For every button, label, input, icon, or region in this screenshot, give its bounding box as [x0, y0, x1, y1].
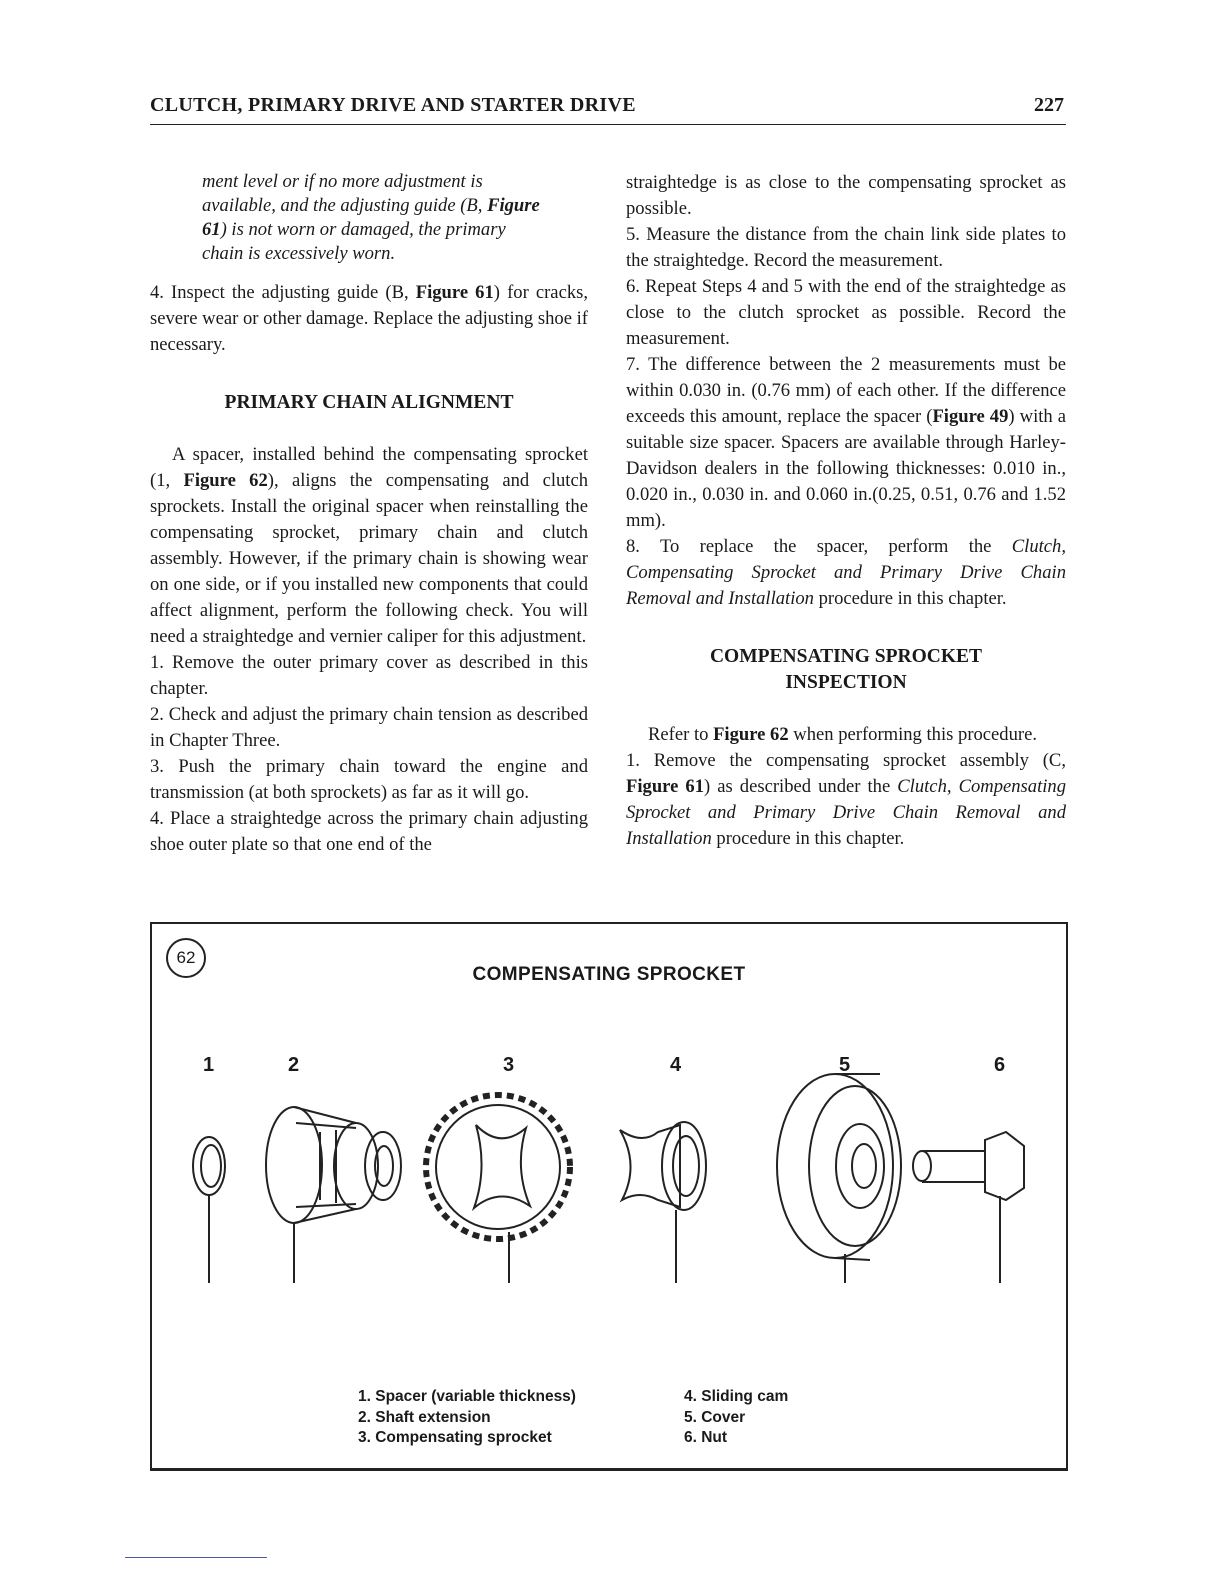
page-number: 227: [1034, 94, 1064, 116]
spacer-ring-drawing: [193, 1137, 225, 1283]
shaft-extension-drawing: [266, 1107, 401, 1283]
note-text: ment level or if no more adjustment is available, and the adjusting guide (B, Figure 61) is not worn or damaged, the primary chain is excessively worn.: [202, 171, 540, 264]
footer-rule: [125, 1557, 267, 1558]
alignment-step-3: 3. Push the primary chain toward the engine and transmission (at both sprockets) as far as it will go.: [150, 756, 588, 803]
section-heading-alignment: PRIMARY CHAIN ALIGNMENT: [224, 392, 514, 413]
step-4-continued: straightedge is as close to the compensating sprocket as possible.: [626, 172, 1066, 219]
legend-item-6: 6. Nut: [684, 1429, 728, 1446]
alignment-step-4: 4. Place a straightedge across the primary chain adjusting shoe outer plate so that one end of the: [150, 808, 588, 855]
sliding-cam-drawing: [620, 1122, 706, 1283]
inspection-step-1: 1. Remove the compensating sprocket assembly (C, Figure 61) as described under the Clutch, Compensating Sprocket and Primary Drive Chain Removal and Installation procedure in this chapter.: [626, 750, 1067, 849]
legend-right: [684, 1387, 788, 1449]
part-label-6: 6: [994, 1054, 1006, 1076]
legend-left: [358, 1387, 576, 1449]
legend-item-5: 5. Cover: [684, 1408, 746, 1426]
nut-drawing: [913, 1132, 1024, 1283]
part-label-2: 2: [288, 1054, 300, 1076]
figure-title: COMPENSATING SPROCKET: [472, 964, 746, 985]
part-label-5: 5: [839, 1054, 851, 1076]
alignment-step-1: 1. Remove the outer primary cover as described in this chapter.: [150, 652, 588, 699]
cover-drawing: [777, 1074, 901, 1283]
legend-item-2: 2. Shaft extension: [358, 1408, 491, 1426]
part-label-3: 3: [503, 1054, 515, 1076]
alignment-intro: A spacer, installed behind the compensating sprocket (1, Figure 62), aligns the compensating and clutch sprockets. Install the original spacer when reinstalling the compensating sprocket, primary chain and clutch assembly. However, if the primary chain is showing wear on one side, or if you installed new components that could affect alignment, perform the following check. You will need a straightedge and vernier caliper for this adjustment.: [150, 444, 589, 647]
legend-item-1: 1. Spacer (variable thickness): [358, 1388, 576, 1405]
alignment-step-2: 2. Check and adjust the primary chain tension as described in Chapter Three.: [150, 704, 588, 751]
figure-number-badge: 62: [166, 938, 206, 978]
part-label-1: 1: [203, 1054, 215, 1076]
section-heading-inspection-1: COMPENSATING SPROCKET: [709, 646, 983, 667]
legend-item-3: 3. Compensating sprocket: [358, 1429, 552, 1446]
alignment-step-5: 5. Measure the distance from the chain link side plates to the straightedge. Record the measurement.: [626, 224, 1066, 271]
chapter-title: CLUTCH, PRIMARY DRIVE AND STARTER DRIVE: [150, 94, 636, 116]
alignment-step-8: 8. To replace the spacer, perform the Clutch, Compensating Sprocket and Primary Drive Chain Removal and Installation procedure in this chapter.: [626, 536, 1066, 609]
compensating-sprocket-drawing: [426, 1095, 570, 1283]
legend-item-4: 4. Sliding cam: [684, 1388, 789, 1405]
alignment-step-7: 7. The difference between the 2 measurements must be within 0.030 in. (0.76 mm) of each other. If the difference exceeds this amount, replace the spacer (Figure 49) with a suitable size spacer. Spacers are available through Harley-Davidson dealers in the following thicknesses: 0.010 in., 0.020 in., 0.030 in. and 0.060 in.(0.25, 0.51, 0.76 and 1.52 mm).: [626, 354, 1066, 531]
part-label-4: 4: [670, 1054, 682, 1076]
step-4-inspect: 4. Inspect the adjusting guide (B, Figure 61) for cracks, severe wear or other damage. Replace the adjusting shoe if necessary.: [150, 282, 588, 355]
inspection-refer: Refer to Figure 62 when performing this procedure.: [648, 724, 1037, 745]
alignment-step-6: 6. Repeat Steps 4 and 5 with the end of the straightedge as close to the clutch sprocket as possible. Record the measurement.: [626, 276, 1066, 349]
section-heading-inspection-2: INSPECTION: [785, 672, 907, 693]
